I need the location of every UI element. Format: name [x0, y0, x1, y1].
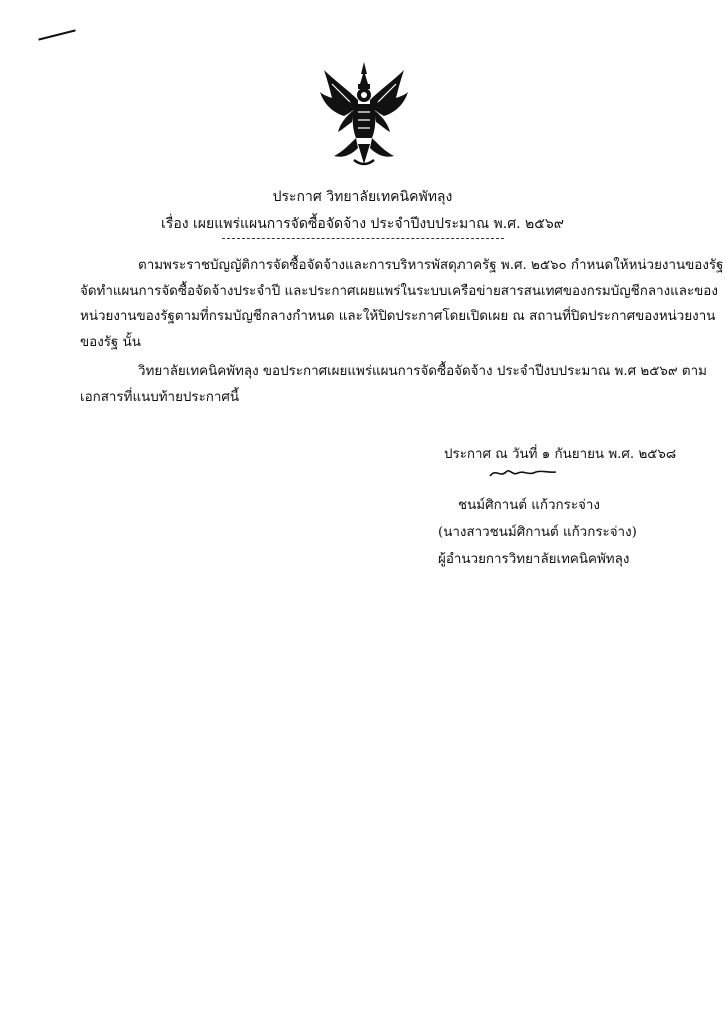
signer-full-name: (นางสาวชนม์ศิกานต์ แก้วกระจ่าง) — [438, 525, 637, 540]
paragraph-line — [80, 359, 707, 385]
paragraph-line: หน่วยงานของรัฐตามที่กรมบัญชีกลางกำหนด และให้ปิดประกาศโดยเปิดเผย ณ สถานที่ปิดประกาศของหน่วยงาน — [80, 309, 716, 324]
announcement-title: ประกาศ วิทยาลัยเทคนิคพัทลุง — [272, 189, 453, 205]
announcement-date: ประกาศ ณ วันที่ ๑ กันยายน พ.ศ. ๒๕๖๘ — [444, 447, 677, 462]
paragraph-2 — [80, 359, 707, 410]
signer-position: ผู้อำนวยการวิทยาลัยเทคนิคพัทลุง — [438, 552, 630, 567]
handwritten-signature — [488, 464, 558, 482]
pen-mark — [38, 29, 75, 40]
paragraph-line: เอกสารที่แนบท้ายประกาศนี้ — [80, 389, 240, 405]
divider — [222, 238, 504, 239]
announcement-subject: เรื่อง เผยแพร่แผนการจัดซื้อจัดจ้าง ประจำปีงบประมาณ พ.ศ. ๒๕๖๙ — [161, 216, 564, 232]
garuda-emblem-icon — [318, 60, 410, 170]
paragraph-text: วิทยาลัยเทคนิคพัทลุง ขอประกาศเผยแพร่แผนการจัดซื้อจัดจ้าง ประจำปีงบประมาณ พ.ศ ๒๕๖๙ ตาม — [138, 364, 707, 379]
paragraph-text: ตามพระราชบัญญัติการจัดซื้อจัดจ้างและการบริหารพัสดุภาครัฐ พ.ศ. ๒๕๖๐ กำหนดให้หน่วยงานของรัฐ — [138, 258, 724, 273]
paragraph-line: ของรัฐ นั้น — [80, 334, 141, 350]
paragraph-line — [80, 253, 724, 279]
signer-name: ชนม์ศิกานต์ แก้วกระจ่าง — [458, 498, 600, 513]
paragraph-1 — [80, 253, 724, 355]
paragraph-line: จัดทำแผนการจัดซื้อจัดจ้างประจำปี และประกาศเผยแพร่ในระบบเครือข่ายสารสนเทศของกรมบัญชีกลางและของ — [80, 283, 718, 299]
